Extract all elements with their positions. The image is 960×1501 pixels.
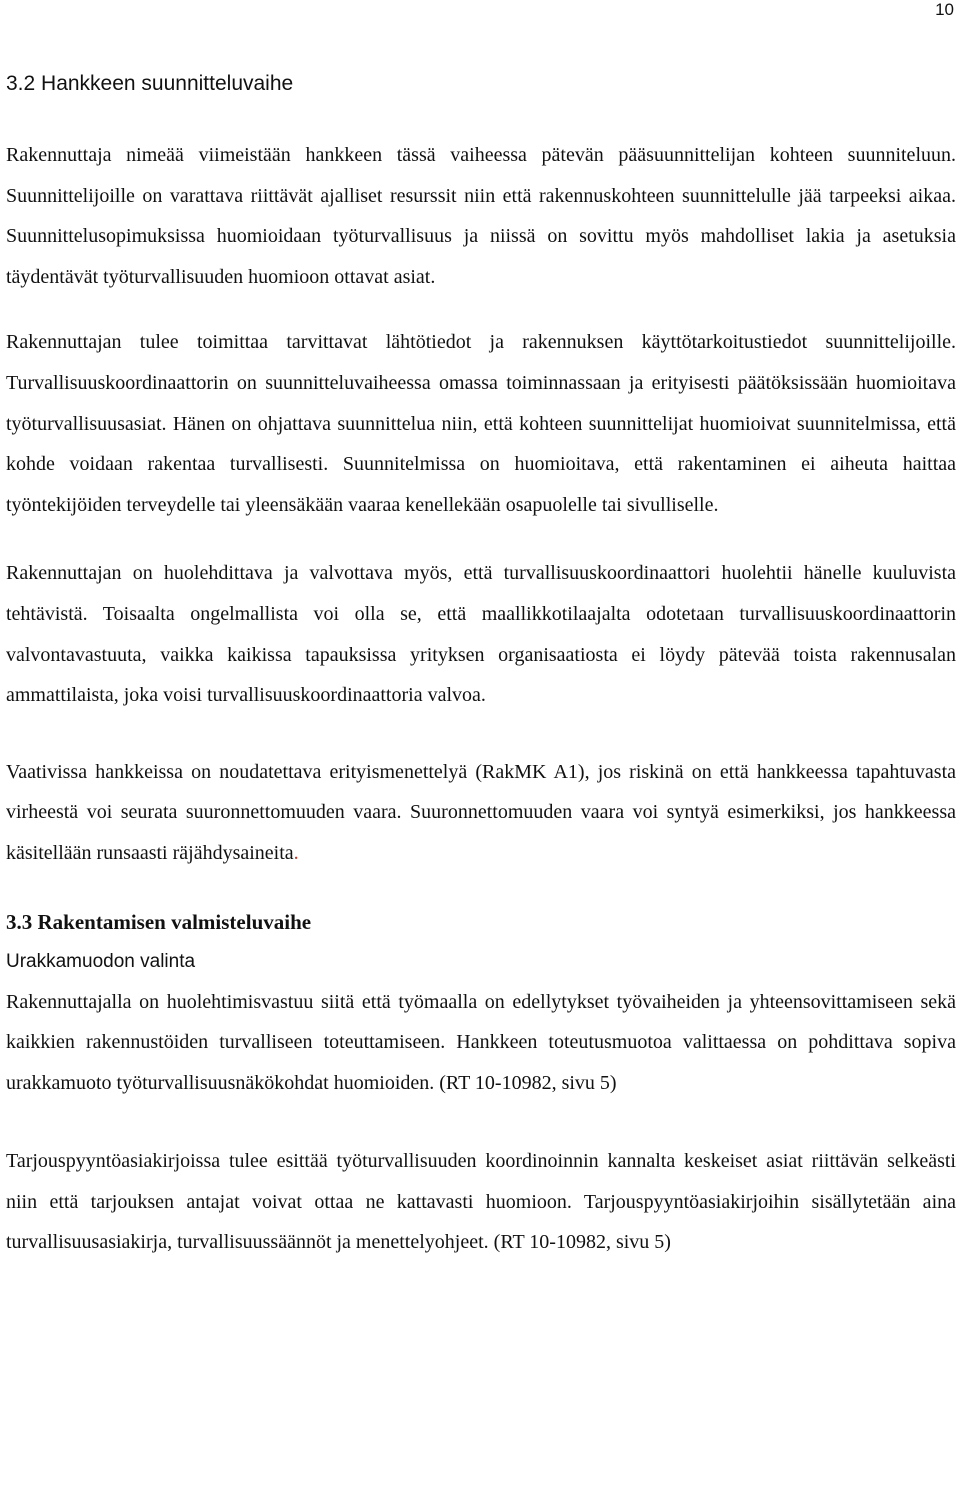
- document-body: [6, 64, 956, 1263]
- paragraph: Tarjouspyyntöasiakirjoissa tulee esittää työturvallisuuden koordinoinnin kannalta keskeiset asiat riittävän selkeästi niin että tarjouksen antajat voivat ottaa ne kattavasti huomioon. Tarjouspyyntöasiakirjoihin sisällytetään aina turvallisuusasiakirja, turvallisuussäännöt ja menettelyohjeet. (RT 10-10982, sivu 5): [6, 1150, 956, 1254]
- paragraph: Rakennuttajan tulee toimittaa tarvittavat lähtötiedot ja rakennuksen käyttötarkoitustiedot suunnittelijoille. Turvallisuuskoordinaattorin on suunnitteluvaiheessa omassa toiminnassaan ja erityisesti päätöksissään huomioitava työturvallisuusasiat. Hänen on ohjattava suunnittelua niin, että kohteen suunnittelijat huomioivat suunnitelmissa, että kohde voidaan rakentaa turvallisesti. Suunnitelmissa on huomioitava, että rakentaminen ei aiheuta haittaa työntekijöiden terveydelle tai yleensäkään vaaraa kenellekään osapuolelle tai sivulliselle.: [6, 331, 956, 516]
- section-heading-3-2: 3.2 Hankkeen suunnitteluvaihe: [6, 72, 294, 95]
- paragraph-end-mark: .: [293, 841, 299, 864]
- section-heading-3-3: 3.3 Rakentamisen valmisteluvaihe: [6, 909, 312, 934]
- paragraph: Rakennuttajalla on huolehtimisvastuu siitä että työmaalla on edellytykset työvaiheiden ja yhteensovittamiseen sekä kaikkien rakennustöiden turvalliseen toteuttamiseen. Hankkeen toteutusmuotoa valittaessa on pohdittava sopiva urakkamuoto työturvallisuusnäkökohdat huomioiden. (RT 10-10982, sivu 5): [6, 990, 956, 1094]
- paragraph: Rakennuttaja nimeää viimeistään hankkeen tässä vaiheessa pätevän pääsuunnittelijan kohteen suunniteluun. Suunnittelijoille on varattava riittävät ajalliset resurssit niin että rakennuskohteen suunnittelulle jää tarpeeksi aikaa. Suunnittelusopimuksissa huomioidaan työturvallisuus ja niissä on sovittu myös mahdolliset lakia ja asetuksia täydentävät työturvallisuuden huomioon ottavat asiat.: [6, 144, 956, 288]
- paragraph-text: Vaativissa hankkeissa on noudatettava erityismenettelyä (RakMK A1), jos riskinä on että hankkeessa tapahtuvasta virheestä voi seurata suuronnettomuuden vaara. Suuronnettomuuden vaara voi syntyä esimerkiksi, jos hankkeessa käsitellään runsaasti räjähdysaineita: [6, 760, 956, 864]
- paragraph: Rakennuttajan on huolehdittava ja valvottava myös, että turvallisuuskoordinaattori huolehtii hänelle kuuluvista tehtävistä. Toisaalta ongelmallista voi olla se, että maallikkotilaajalta odotetaan turvallisuuskoordinaattorin valvontavastuuta, vaikka kaikissa tapauksissa yrityksen organisaatiosta ei löydy pätevää toista rakennusalan ammattilaista, joka voisi turvallisuuskoordinaattoria valvoa.: [6, 562, 956, 707]
- subheading: Urakkamuodon valinta: [6, 950, 196, 972]
- page-number: 10: [935, 0, 954, 19]
- paragraph: [6, 752, 956, 874]
